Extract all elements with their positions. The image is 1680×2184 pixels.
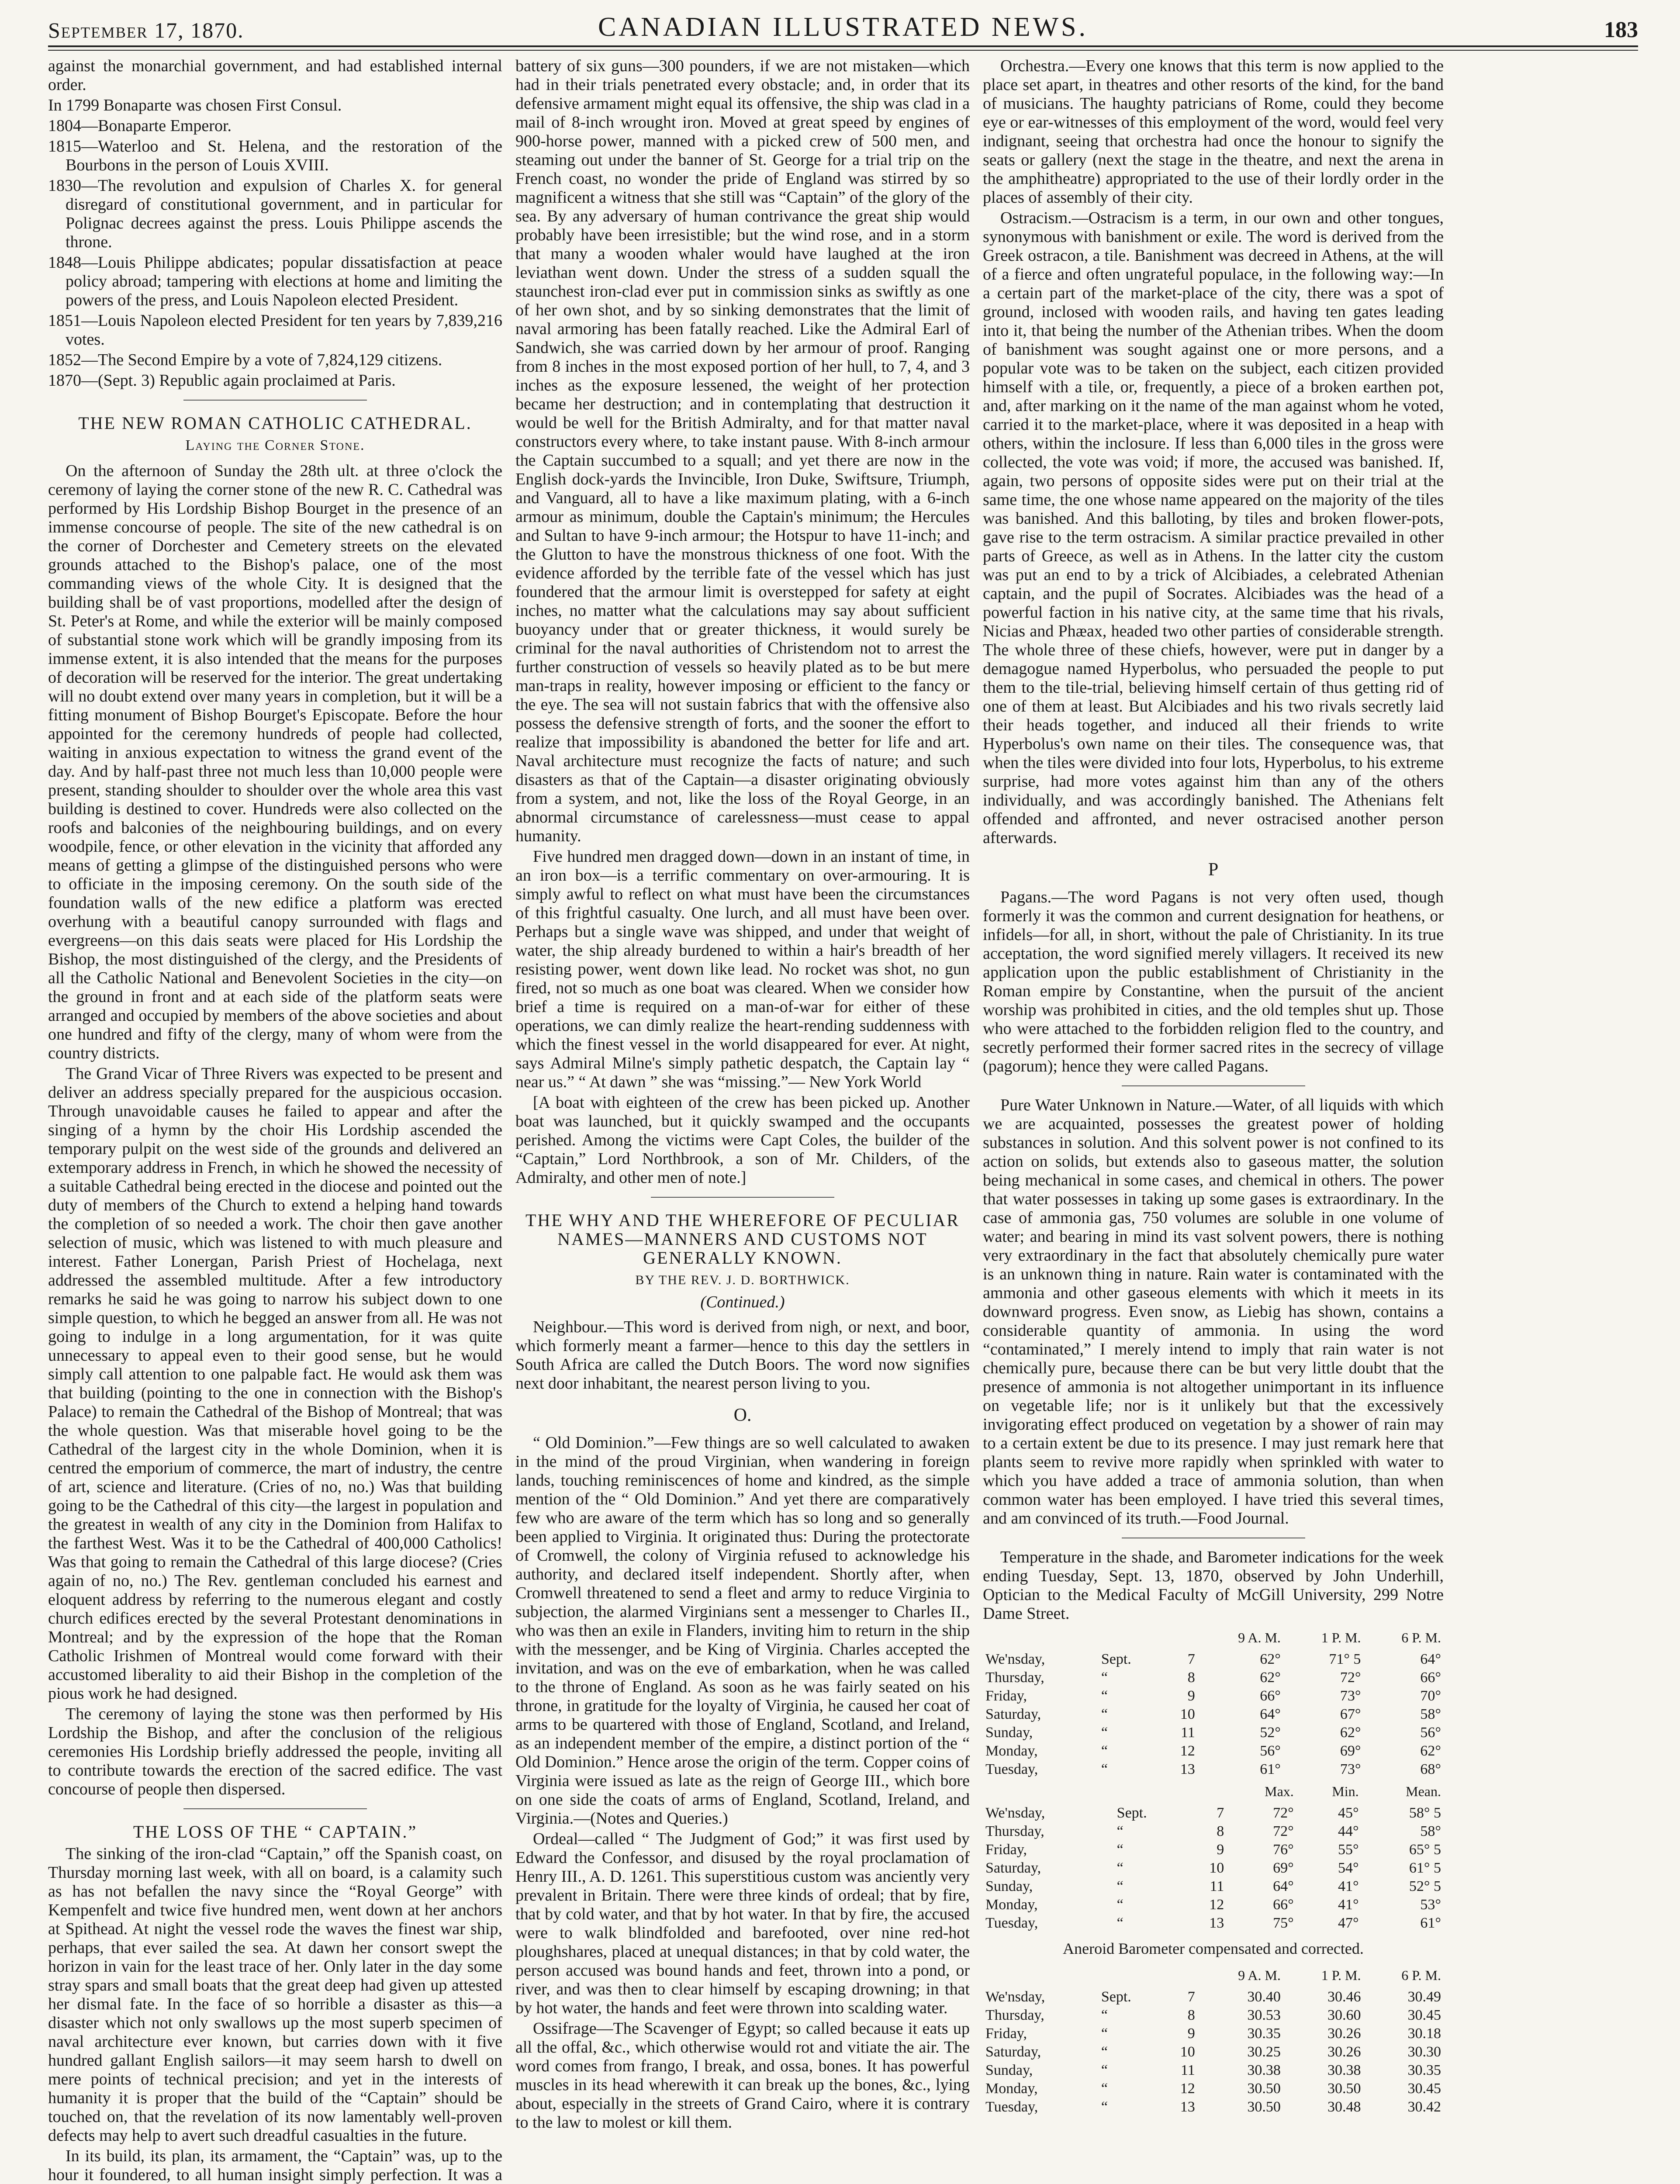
table-cell: 62° bbox=[1420, 1743, 1441, 1759]
table-cell: 13 bbox=[1180, 2099, 1195, 2115]
table-cell: 45° bbox=[1338, 1805, 1359, 1821]
table-cell: Sunday, bbox=[985, 1878, 1033, 1894]
table-row bbox=[983, 2080, 1444, 2098]
column-1 bbox=[48, 57, 502, 2184]
table-cell: 30.42 bbox=[1407, 2099, 1441, 2115]
entry-ordeal: Ordeal—called “ The Judgment of God;” it was first used by Edward the Confessor, and disused by the royal proclamation of Henry III., A. D. 1261. This superstitious custom was anciently very prevalent in Britain. There were three kinds of ordeal; that by fire, that by cold water, and that by hot water. In that by fire, the accused were to walk blindfolded and barefooted, over nine red-hot ploughshares, placed at unequal distances; in that by cold water, the person accused was bound hands and feet, thrown into a pond, or river, and was then to clear himself by escaping drowning; in that by hot water, the hands and feet were thrown into scalding water. bbox=[515, 1830, 970, 2017]
table-cell: 30.50 bbox=[1327, 2080, 1361, 2097]
table-cell: “ bbox=[1101, 1761, 1108, 1777]
column-header: 9 A. M. bbox=[1238, 1630, 1281, 1645]
captain-heading: THE LOSS OF THE “ CAPTAIN.” bbox=[133, 1822, 418, 1842]
column-header: 6 P. M. bbox=[1401, 1630, 1441, 1645]
cathedral-paragraph: The ceremony of laying the stone was then performed by His Lordship the Bishop, and after the conclusion of the religious ceremonies His Lordship briefly addressed the people, inviting all to contribute towards the erection of the sacred edifice. The vast concourse of people then dispersed. bbox=[48, 1705, 502, 1798]
table-cell: Tuesday, bbox=[985, 1761, 1038, 1777]
table-cell: 30.45 bbox=[1407, 2080, 1441, 2097]
table-cell: 64° bbox=[1420, 1651, 1441, 1667]
table-cell: Thursday, bbox=[985, 1823, 1044, 1839]
cathedral-paragraph: The Grand Vicar of Three Rivers was expected to be present and deliver an address specially prepared for the auspicious occasion. Through unavoidable causes he failed to appear and after the singing of a hymn by the choir His Lordship ascended the temporary pulpit on the west side of the grounds and delivered an extemporary address in French, in which he showed the necessity of a suitable Cathedral being erected in the diocese and pointed out the duty of members of the Church to extend a helping hand towards the completion of so needed a work. The choir then gave another selection of music, which was listened to with much pleasure and interest. Father Lonergan, Parish Priest of Hochelaga, next addressed the assembled multitude. After a few introductory remarks he said he was going to narrow his subject down to one simple question, to which he begged an answer from all. He was not going to indulge in a long argumentation, for it was quite unnecessary to appeal even to their good sense, but he would simply call attention to one palpable fact. He would ask them was that building (pointing to the one in connection with the Bishop's Palace) to remain the Cathedral of the Bishop of Montreal; that was the whole question. Was that miserable hovel going to be the Cathedral of the largest city in the whole Dominion, when it is centred the emporium of commerce, the mart of industry, the centre of art, science and literature. (Cries of no, no.) Was that building going to be the Cathedral of this city—the largest in population and the greatest in wealth of any city in the Dominion from Halifax to the farthest West. Was it to be the Cathedral of 400,000 Catholics! Was that going to remain the Cathedral of this large diocese? (Cries again of no, no.) The Rev. gentleman concluded his earnest and eloquent address by referring to the numerous elegant and costly church edifices erected by the several Protestant denominations in Montreal; and by the expression of the hope that the Roman Catholic Irishmen of Montreal would come forward with their accustomed liberality to aid their Bishop in the completion of the pious work he had designed. bbox=[48, 1064, 502, 1703]
table-cell: We'nsday, bbox=[985, 1651, 1045, 1667]
table-cell: 76° bbox=[1273, 1842, 1294, 1858]
table-cell: Thursday, bbox=[985, 2007, 1044, 2023]
entry-ostracism: Ostracism.—Ostracism is a term, in our own and other tongues, synonymous with banishment or exile. The word is derived from the Greek ostracon, a tile. Banishment was decreed in Athens, at the will of a fierce and often ungrateful populace, in the following way:—In a certain part of the market-place of the city, there was a spot of ground, inclosed with wooden rails, and having ten gates leading into it, that being the number of the Athenian tribes. When the doom of banishment was sought against one or more persons, and a popular vote was to be taken on the subject, each citizen provided himself with a tile, or, frequently, a piece of a broken earthen pot, and, after marking on it the name of the man against whom he voted, carried it to the market-place, where it was deposited in a heap with others, within the inclosure. If less than 6,000 tiles in the gross were collected, the vote was void; if more, the accused was banished. If, again, two persons of opposite sides were put on their trial at the same time, the one whose name appeared on the majority of the tiles was banished. And this balloting, by tiles and broken flower-pots, gave rise to the term ostracism. A similar practice prevailed in other parts of Greece, as well as in Athens. In the latter city the custom was put an end to by a trick of Alcibiades, a celebrated Athenian captain, and the pupil of Socrates. Alcibiades was the head of a powerful faction in his native city, at the same time that his rivals, Nicias and Phæax, headed two other parties of considerable strength. The whole three of these chiefs, however, were put in danger by a demagogue named Hyperbolus, who persuaded the people to put them to the tile-trial, believing himself certain of thus getting rid of one of them at least. But Alcibiades and his two rivals secretly laid their heads together, and induced all their friends to write Hyperbolus's own name on their tiles. The consequence was, that when the tiles were divided into four lots, Hyperbolus, to his extreme surprise, had more votes against him than any of the others individually, and was accordingly banished. The Athenians felt offended and affronted, and never ostracised another person afterwards. bbox=[983, 209, 1444, 847]
table-cell: 72° bbox=[1340, 1669, 1361, 1686]
chronology-item: 1852—The Second Empire by a vote of 7,824,129 citizens. bbox=[48, 351, 442, 369]
table-cell: 62° bbox=[1340, 1724, 1361, 1741]
table-cell: 30.48 bbox=[1327, 2099, 1361, 2115]
table-cell: 30.26 bbox=[1327, 2025, 1361, 2042]
table-row bbox=[983, 2098, 1444, 2116]
column-header: 6 P. M. bbox=[1401, 1967, 1441, 1983]
barometer-caption: Aneroid Barometer compensated and corrected. bbox=[1063, 1940, 1364, 1957]
column-header: 9 A. M. bbox=[1238, 1967, 1281, 1983]
chronology-item: 1851—Louis Napoleon elected President for ten years by 7,839,216 votes. bbox=[48, 311, 502, 349]
table-cell: “ bbox=[1101, 1688, 1108, 1704]
table-cell: 66° bbox=[1420, 1669, 1441, 1686]
table-row bbox=[983, 1760, 1444, 1779]
chronology-item: 1815—Waterloo and St. Helena, and the restoration of the Bourbons in the person of Louis XVIII. bbox=[48, 137, 502, 174]
table-cell: 10 bbox=[1209, 1860, 1224, 1876]
table-cell: 47° bbox=[1338, 1915, 1359, 1931]
table-cell: “ bbox=[1117, 1915, 1123, 1931]
table-cell: 62° bbox=[1260, 1669, 1281, 1686]
section-divider bbox=[1122, 1085, 1305, 1086]
table-cell: 58° 5 bbox=[1409, 1805, 1441, 1821]
column-2 bbox=[515, 57, 970, 2184]
table-cell: 75° bbox=[1273, 1915, 1294, 1931]
table-cell: 58° bbox=[1420, 1706, 1441, 1722]
table-cell: 56° bbox=[1420, 1724, 1441, 1741]
table-cell: 69° bbox=[1340, 1743, 1361, 1759]
max-min-table bbox=[983, 1779, 1444, 1932]
table-cell: Monday, bbox=[985, 1897, 1038, 1913]
column-header: Min. bbox=[1332, 1783, 1359, 1799]
table-row bbox=[983, 2006, 1444, 2025]
intro-text: against the monarchial government, and had established internal order. bbox=[48, 57, 502, 94]
table-cell: 30.35 bbox=[1247, 2025, 1281, 2042]
table-cell: “ bbox=[1101, 2007, 1108, 2023]
masthead-title: CANADIAN ILLUSTRATED NEWS. bbox=[598, 12, 1089, 42]
chronology-item: In 1799 Bonaparte was chosen First Consul. bbox=[48, 96, 342, 114]
table-cell: 7 bbox=[1217, 1805, 1224, 1821]
table-cell: 10 bbox=[1180, 1706, 1195, 1722]
table-cell: 30.49 bbox=[1407, 1989, 1441, 2005]
table-cell: “ bbox=[1101, 1669, 1108, 1686]
table-cell: 30.50 bbox=[1247, 2080, 1281, 2097]
table-row bbox=[983, 2061, 1444, 2080]
section-letter-o: O. bbox=[733, 1405, 752, 1425]
table-cell: 61° bbox=[1420, 1915, 1441, 1931]
table-cell: 30.26 bbox=[1327, 2044, 1361, 2060]
table-cell: 7 bbox=[1187, 1989, 1195, 2005]
table-row bbox=[983, 1724, 1444, 1742]
table-cell: 30.25 bbox=[1247, 2044, 1281, 2060]
table-cell: 8 bbox=[1217, 1823, 1224, 1839]
table-cell: 9 bbox=[1187, 2025, 1195, 2042]
column-header: Max. bbox=[1265, 1783, 1294, 1799]
table-cell: We'nsday, bbox=[985, 1989, 1045, 2005]
table-cell: 30.45 bbox=[1407, 2007, 1441, 2023]
table-cell: “ bbox=[1101, 1706, 1108, 1722]
table-cell: 12 bbox=[1180, 1743, 1195, 1759]
table-cell: Saturday, bbox=[985, 1706, 1041, 1722]
cathedral-heading: THE NEW ROMAN CATHOLIC CATHEDRAL. bbox=[78, 413, 472, 433]
chronology-list bbox=[48, 96, 502, 390]
table-cell: 68° bbox=[1420, 1761, 1441, 1777]
entry-old-dominion: “ Old Dominion.”—Few things are so well calculated to awaken in the mind of the proud Virginian, when wandering in foreign lands, touching reminiscences of home and kindred, as the simple mention of the “ Old Dominion.” And yet there are comparatively few who are aware of the term which has so long and so generally been applied to Virginia. It originated thus: During the protectorate of Cromwell, the colony of Virginia refused to acknowledge his authority, and declared itself independent. Shortly after, when Cromwell threatened to send a fleet and army to reduce Virginia to subjection, the alarmed Virginians sent a messenger to Charles II., who was then an exile in Flanders, inviting him to return in the ship with the messenger, and be King of Virginia. Charles accepted the invitation, and was on the eve of embarkation, when he was called to the throne of England. As soon as he was fairly seated on his throne, in gratitude for the loyalty of Virginia, he caused her coat of arms to be quartered with those of England, Scotland, and Ireland, as an independent member of the empire, a distinct portion of the “ Old Dominion.” Hence arose the origin of the term. Copper coins of Virginia were issued as late as the reign of George III., which bore on one side the coats of arms of England, Scotland, Ireland, and Virginia.—(Notes and Queries.) bbox=[515, 1434, 970, 1828]
table-cell: “ bbox=[1101, 2025, 1108, 2042]
table-cell: 73° bbox=[1340, 1688, 1361, 1704]
table-cell: Sept. bbox=[1117, 1805, 1147, 1821]
table-row bbox=[983, 1804, 1444, 1822]
table-cell: 54° bbox=[1338, 1860, 1359, 1876]
table-cell: 30.38 bbox=[1327, 2062, 1361, 2078]
captain-paragraph: In its build, its plan, its armament, the “Captain” was, up to the hour it foundered, to all human insight simply perfection. It was a bbox=[48, 2147, 502, 2184]
table-cell: 30.50 bbox=[1247, 2099, 1281, 2115]
table-cell: “ bbox=[1101, 1724, 1108, 1741]
cathedral-subheading: Laying the Corner Stone. bbox=[185, 437, 365, 453]
table-cell: 44° bbox=[1338, 1823, 1359, 1839]
table-cell: 62° bbox=[1260, 1651, 1281, 1667]
table-cell: Friday, bbox=[985, 1842, 1027, 1858]
table-cell: 67° bbox=[1340, 1706, 1361, 1722]
table-cell: Tuesday, bbox=[985, 2099, 1038, 2115]
table-cell: Saturday, bbox=[985, 1860, 1041, 1876]
table-cell: “ bbox=[1101, 2099, 1108, 2115]
table-row bbox=[983, 1914, 1444, 1932]
table-cell: 11 bbox=[1180, 2062, 1195, 2078]
byline: BY THE REV. J. D. BORTHWICK. bbox=[635, 1273, 850, 1287]
table-cell: 71° 5 bbox=[1329, 1651, 1361, 1667]
table-cell: 66° bbox=[1260, 1688, 1281, 1704]
table-cell: “ bbox=[1117, 1897, 1123, 1913]
table-cell: “ bbox=[1101, 2080, 1108, 2097]
table-cell: “ bbox=[1117, 1878, 1123, 1894]
table-cell: 11 bbox=[1210, 1878, 1224, 1894]
table-cell: 8 bbox=[1187, 2007, 1195, 2023]
table-cell: 13 bbox=[1180, 1761, 1195, 1777]
table-header-row bbox=[983, 1963, 1444, 1988]
table-cell: 13 bbox=[1209, 1915, 1224, 1931]
table-cell: 58° bbox=[1420, 1823, 1441, 1839]
table-cell: 41° bbox=[1338, 1878, 1359, 1894]
table-cell: We'nsday, bbox=[985, 1805, 1045, 1821]
table-cell: 64° bbox=[1273, 1878, 1294, 1894]
continued-label: (Continued.) bbox=[700, 1293, 785, 1311]
captain-paragraph: Five hundred men dragged down—down in an instant of time, in an iron box—is a terrific commentary on over-armouring. It is simply awful to reflect on what must have been the circumstances of this frightful casualty. One lurch, and all must have been over. Perhaps but a single wave was shipped, and under that weight of water, the ship already burdened to within a hair's breadth of her resisting power, went down like lead. No rocket was shot, no gun fired, not so much as one boat was cleared. When we consider how brief a time is required on a man-of-war for either of these operations, we can dimly realize the heart-rending suddenness with which the finest vessel in the world disappeared for ever. At night, says Admiral Milne's simply pathetic despatch, the Captain lay “ near us.” “ At dawn ” she was “missing.”— New York World bbox=[515, 847, 970, 1091]
table-cell: 61° bbox=[1260, 1761, 1281, 1777]
table-cell: “ bbox=[1117, 1842, 1123, 1858]
table-row bbox=[983, 1841, 1444, 1859]
table-cell: Sunday, bbox=[985, 1724, 1033, 1741]
table-cell: 30.30 bbox=[1407, 2044, 1441, 2060]
table-cell: Tuesday, bbox=[985, 1915, 1038, 1931]
table-cell: 52° bbox=[1260, 1724, 1281, 1741]
table-cell: “ bbox=[1117, 1823, 1123, 1839]
chronology-item: 1870—(Sept. 3) Republic again proclaimed at Paris. bbox=[48, 371, 396, 390]
section-divider bbox=[183, 400, 367, 401]
table-cell: 10 bbox=[1180, 2044, 1195, 2060]
table-cell: Thursday, bbox=[985, 1669, 1044, 1686]
table-cell: 9 bbox=[1217, 1842, 1224, 1858]
header-rule bbox=[48, 45, 1638, 47]
captain-note: [A boat with eighteen of the crew has been picked up. Another boat was launched, but it quickly swamped and the occupants perished. Among the victims were Capt Coles, the builder of the “Captain,” Lord Northbrook, a son of Mr. Childers, of the Admiralty, and other men of note.] bbox=[515, 1093, 970, 1187]
header-date: September 17, 1870. bbox=[48, 18, 244, 42]
table-cell: 64° bbox=[1260, 1706, 1281, 1722]
table-cell: 72° bbox=[1273, 1823, 1294, 1839]
column-header: 1 P. M. bbox=[1321, 1967, 1361, 1983]
table-cell: 65° 5 bbox=[1409, 1842, 1441, 1858]
table-cell: 12 bbox=[1180, 2080, 1195, 2097]
table-cell: “ bbox=[1101, 2062, 1108, 2078]
cathedral-paragraph: On the afternoon of Sunday the 28th ult. at three o'clock the ceremony of laying the corner stone of the new R. C. Cathedral was performed by His Lordship Bishop Bourget in the presence of an immense concourse of people. The site of the new cathedral is on the corner of Dorchester and Cemetery streets on the elevated grounds attached to the Bishop's palace, one of the most commanding views of the whole City. It is designed that the building shall be of vast proportions, modelled after the design of St. Peter's at Rome, and while the exterior will be mainly composed of substantial stone work which will be grandly imposing from its immense extent, it is also intended that the means for the purposes of decoration will be reserved for the interior. The great undertaking will no doubt extend over many years in completion, but it will be a fitting monument of Bishop Bourget's Episcopate. Before the hour appointed for the ceremony hundreds of people had collected, waiting in anxious expectation to witness the grand event of the day. And by half-past three not much less than 10,000 people were present, standing shoulder to shoulder over the whole area this vast building is destined to cover. Hundreds were also collected on the roofs and balconies of the neighbouring buildings, and on every woodpile, fence, or other elevation in the vicinity that afforded any means of getting a glimpse of the distinguished persons who were to officiate in the imposing ceremony. On the south side of the foundation walls of the new edifice a platform was erected overhung with a beautiful canopy surrounded with flags and evergreens—on this dais seats were placed for His Lordship the Bishop, the most distinguished of the clergy, and the Presidents of all the Catholic National and Benevolent Societies in the city—on the ground in front and at each side of the platform seats were arranged and occupied by members of the above societies and about one hundred and fifty of the clergy, many of whom were from the country districts. bbox=[48, 462, 502, 1062]
article-pure-water: Pure Water Unknown in Nature.—Water, of all liquids with which we are acquainted, possesses the greatest power of holding substances in solution. And this solvent power is not confined to its action on solids, but extends also to gaseous matter, the solution being mechanical in some cases, and chemical in others. The power that water possesses in taking up some gases is extraordinary. In the case of ammonia gas, 750 volumes are soluble in one volume of water; and bearing in mind its vast solvent powers, there is nothing very extraordinary in the fact that absolutely chemically pure water is an unknown thing in nature. Rain water is contaminated with the ammonia and other gaseous elements with which it meets in its downward progress. Even snow, as Liebig has shown, contains a considerable quantity of ammonia. In using the word “contaminated,” I merely intend to imply that rain water is not chemically pure, because there can be but very little doubt that the presence of ammonia is not altogether unimportant in its influence on vegetable life; nor is it unlikely but that the excessively invigorating effect produced on vegetation by a shower of rain may to a certain extent be due to its presence. I may just remark here that plants seem to revive more rapidly when sprinkled with water to which you have added a trace of ammonia solution, than when common water has been employed. I have tried this several times, and am convinced of its truth.—Food Journal. bbox=[983, 1096, 1444, 1527]
table-cell: 30.38 bbox=[1247, 2062, 1281, 2078]
table-cell: 41° bbox=[1338, 1897, 1359, 1913]
table-cell: 30.60 bbox=[1327, 2007, 1361, 2023]
table-cell: 11 bbox=[1180, 1724, 1195, 1741]
header-rule-thin bbox=[48, 50, 1638, 51]
table-row bbox=[983, 2043, 1444, 2061]
table-cell: 8 bbox=[1187, 1669, 1195, 1686]
captain-paragraph: The sinking of the iron-clad “Captain,” off the Spanish coast, on Thursday morning last week, with all on board, is a calamity such as has not befallen the navy since the “Royal George” with Kempenfelt and twice five hundred men, went down at her anchors at Spithead. At night the vessel rode the waves the finest war ship, perhaps, that ever sailed the sea. At dawn her consort swept the horizon in vain for the least trace of her. Only later in the day some stray spars and small boats that the great deep had given up attested her dismal fate. In the face of so horrible a disaster as this—a disaster which not only swallows up the most superb specimen of naval architecture ever known, but carries down with it five hundred gallant English sailors—it may seem harsh to dwell on mere points of technical precision; and yet in the interests of humanity it is proper that the build of the “Captain” should be touched on, that the revelation of its now lamentably well-proven defects may help to avert such dreadful casualties in the future. bbox=[48, 1845, 502, 2145]
table-cell: Friday, bbox=[985, 1688, 1027, 1704]
table-row bbox=[983, 1822, 1444, 1841]
captain-paragraph: battery of six guns—300 pounders, if we are not mistaken—which had in their trials penetrated every obstacle; and, in order that its defensive armament might equal its offensive, the ship was clad in a mail of 8-inch wrought iron. Moved at great speed by engines of 900-horse power, manned with a picked crew of 500 men, and steaming out under the banner of St. George for a trial trip on the French coast, no wonder the pride of England was stirred by so magnificent a witness that she still was “Captain” of the glory of the sea. By any adversary of human contrivance the great ship would probably have been irresistible; but the wind rose, and in a storm that many a wooden whaler would have laughed at the iron leviathan went down. Under the stress of a sudden squall the staunchest iron-clad ever put in commission sinks as swiftly as one of her own shot, and by so sinking demonstrates that the limit of naval armoring has been fatally reached. Like the Admiral Earl of Sandwich, she was carried down by her armour of proof. Ranging from 8 inches in the most exposed portion of her hull, to 7, 4, and 3 inches as the exposure lessened, the weight of her protection became her destruction; and in contemplating that destruction it would be well for the British Admiralty, and for that matter naval constructors every where, to take instant pause. With 8-inch armour the Captain succumbed to a squall; and yet there are now in the English dock-yards the Invincible, Iron Duke, Swiftsure, Triumph, and Vanguard, all to have a like maximum plating, with a 6-inch armour as minimum, double the Captain's minimum; the Hercules and Sultan to have 9-inch armour; the Hotspur to have 11-inch; and the Glutton to have the monstrous thickness of one foot. With the evidence afforded by the terrible fate of the vessel which has just foundered that the armour limit is overstepped for safety at eight inches, no matter what the calculations may say about sufficient buoyancy under that or greater thickness, it would surely be criminal for the naval authorities of Christendom not to arrest the further construction of vessels so heavily plated as to be but mere man-traps in reality, however imposing or efficient to the fancy or the eye. The sea will not sustain fabrics that with the offensive also possess the defensive strength of forts, and the sooner the effort to realize that impossibility is abandoned the better for life and art. Naval architecture must recognize the facts of nature; and such disasters as that of the Captain—a disaster originating obviously from a system, and not, like the loss of the Royal George, in an abnormal circumstance of carelessness—must cease to appal humanity. bbox=[515, 57, 970, 845]
table-row bbox=[983, 1742, 1444, 1760]
weather-intro: Temperature in the shade, and Barometer indications for the week ending Tuesday, Sept. 13, 1870, observed by John Underhill, Optician to the Medical Faculty of McGill University, 299 Notre Dame Street. bbox=[983, 1548, 1444, 1623]
table-cell: 70° bbox=[1420, 1688, 1441, 1704]
table-cell: 30.18 bbox=[1407, 2025, 1441, 2042]
table-cell: 9 bbox=[1187, 1688, 1195, 1704]
table-row bbox=[983, 1988, 1444, 2006]
table-cell: “ bbox=[1101, 1743, 1108, 1759]
table-cell: Monday, bbox=[985, 2080, 1038, 2097]
table-cell: 72° bbox=[1273, 1805, 1294, 1821]
column-3 bbox=[983, 57, 1444, 2184]
table-cell: 7 bbox=[1187, 1651, 1195, 1667]
table-cell: 12 bbox=[1209, 1897, 1224, 1913]
table-cell: 73° bbox=[1340, 1761, 1361, 1777]
table-cell: 55° bbox=[1338, 1842, 1359, 1858]
entry-orchestra: Orchestra.—Every one knows that this term is now applied to the place set apart, in theatres and other resorts of the kind, for the band of musicians. The haughty patricians of Rome, could they become eye or ear-witnesses of this employment of the word, would feel very indignant, seeing that orchestra had once the honour to signify the seats or gallery (next the stage in the theatre, and next the arena in the amphitheatre) appropriated to the use of their lordly order in the places of assembly of their city. bbox=[983, 57, 1444, 207]
table-row bbox=[983, 1896, 1444, 1914]
column-header: 1 P. M. bbox=[1321, 1630, 1361, 1645]
table-row bbox=[983, 1687, 1444, 1705]
chronology-item: 1830—The revolution and expulsion of Charles X. for general disregard of constitutional government, and in particular for Polignac decrees against the press. Louis Philippe ascends the throne. bbox=[48, 176, 502, 251]
table-cell: 69° bbox=[1273, 1860, 1294, 1876]
table-row bbox=[983, 1650, 1444, 1669]
table-cell: Monday, bbox=[985, 1743, 1038, 1759]
table-cell: 66° bbox=[1273, 1897, 1294, 1913]
table-cell: Sept. bbox=[1101, 1989, 1131, 2005]
table-cell: Saturday, bbox=[985, 2044, 1041, 2060]
table-row bbox=[983, 2025, 1444, 2043]
entry-ossifrage: Ossifrage—The Scavenger of Egypt; so called because it eats up all the offal, &c., which otherwise would rot and vitiate the air. The word comes from frango, I break, and ossa, bones. It has powerful muscles in its head wherewith it can break up the bones, &c., lying about, especially in the streets of Grand Cairo, where it is contrary to the law to molest or kill them. bbox=[515, 2019, 970, 2132]
table-cell: 30.53 bbox=[1247, 2007, 1281, 2023]
table-cell: 56° bbox=[1260, 1743, 1281, 1759]
table-header-row bbox=[983, 1625, 1444, 1650]
table-row bbox=[983, 1705, 1444, 1724]
table-cell: 30.35 bbox=[1407, 2062, 1441, 2078]
table-row bbox=[983, 1859, 1444, 1877]
section-divider bbox=[651, 1197, 834, 1198]
table-cell: Sunday, bbox=[985, 2062, 1033, 2078]
chronology-item: 1848—Louis Philippe abdicates; popular dissatisfaction at peace policy abroad; tampering with elections at home and limiting the powers of the press, and Louis Napoleon elected President. bbox=[48, 253, 502, 309]
column-header: Mean. bbox=[1406, 1783, 1441, 1799]
chronology-item: 1804—Bonaparte Emperor. bbox=[48, 117, 232, 135]
table-header-row bbox=[983, 1779, 1444, 1804]
table-cell: 61° 5 bbox=[1409, 1860, 1441, 1876]
page-header bbox=[48, 12, 1638, 43]
barometer-table bbox=[983, 1963, 1444, 2116]
table-cell: 30.46 bbox=[1327, 1989, 1361, 2005]
table-cell: 30.40 bbox=[1247, 1989, 1281, 2005]
table-cell: Sept. bbox=[1101, 1651, 1131, 1667]
table-cell: “ bbox=[1117, 1860, 1123, 1876]
entry-pagans: Pagans.—The word Pagans is not very often used, though formerly it was the common and current designation for heathens, or infidels—for all, in short, without the pale of Christianity. In its true acceptation, the word signified merely villagers. It received its new application upon the public establishment of Christianity in the Roman empire by Constantine, when the pursuit of the ancient worship was prohibited in cities, and the old temples shut up. Those who were attached to the forbidden religion fled to the country, and secretly performed their former sacred rites in the secrecy of village (pagorum); hence they were called Pagans. bbox=[983, 888, 1444, 1075]
section-letter-p: P bbox=[1208, 860, 1219, 880]
table-cell: 53° bbox=[1420, 1897, 1441, 1913]
table-row bbox=[983, 1877, 1444, 1896]
temperature-table bbox=[983, 1625, 1444, 1779]
table-cell: “ bbox=[1101, 2044, 1108, 2060]
table-cell: 52° 5 bbox=[1409, 1878, 1441, 1894]
page-number: 183 bbox=[1604, 17, 1638, 42]
entry-neighbour: Neighbour.—This word is derived from nigh, or next, and boor, which formerly meant a farmer—hence to this day the settlers in South Africa are called the Dutch Boors. The word now signifies next door inhabitant, the nearest person living to you. bbox=[515, 1318, 970, 1393]
section-divider bbox=[183, 1808, 367, 1809]
table-row bbox=[983, 1669, 1444, 1687]
table-cell: Friday, bbox=[985, 2025, 1027, 2042]
names-heading: THE WHY AND THE WHEREFORE OF PECULIAR NAMES—MANNERS AND CUSTOMS NOT GENERALLY KNOWN. bbox=[525, 1210, 960, 1268]
